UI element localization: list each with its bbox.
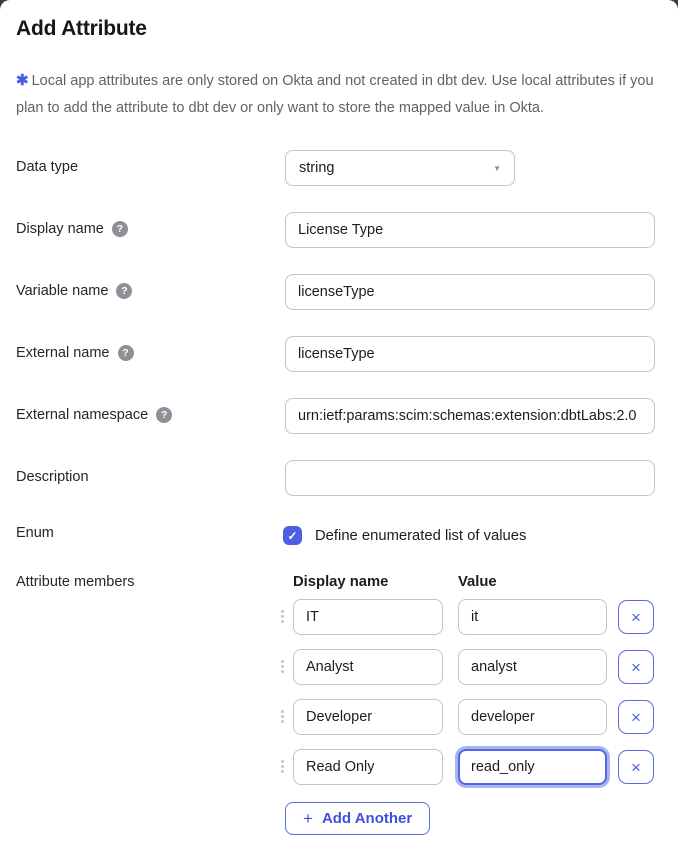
close-icon: ×: [631, 657, 641, 677]
row-external-namespace: [16, 398, 655, 434]
member-value-input[interactable]: [458, 699, 607, 735]
help-icon[interactable]: ?: [118, 345, 134, 361]
member-row: [281, 749, 655, 785]
drag-handle-icon[interactable]: [281, 710, 284, 724]
asterisk-icon: ✱: [16, 72, 29, 89]
description-label: Description: [16, 469, 89, 485]
remove-member-button[interactable]: [618, 600, 654, 634]
display-name-label: Display name ?: [16, 212, 285, 237]
help-icon[interactable]: ?: [112, 221, 128, 237]
data-type-select[interactable]: [285, 150, 515, 186]
close-icon: ×: [631, 607, 641, 627]
help-icon[interactable]: ?: [156, 407, 172, 423]
member-display-name-input[interactable]: [293, 649, 443, 685]
enum-checkbox[interactable]: [283, 526, 302, 545]
member-display-name-input[interactable]: [293, 749, 443, 785]
variable-name-input[interactable]: [285, 274, 655, 310]
row-attribute-members: [16, 573, 655, 835]
display-name-input[interactable]: [285, 212, 655, 248]
row-enum: [16, 524, 655, 545]
row-data-type: [16, 150, 655, 186]
drag-handle-icon[interactable]: [281, 610, 284, 624]
member-value-input[interactable]: [458, 649, 607, 685]
variable-name-label: Variable name ?: [16, 274, 285, 299]
remove-member-button[interactable]: [618, 700, 654, 734]
help-icon[interactable]: ?: [116, 283, 132, 299]
external-namespace-label: External namespace ?: [16, 398, 285, 423]
remove-member-button[interactable]: [618, 750, 654, 784]
close-icon: ×: [631, 707, 641, 727]
enum-checkbox-label: Define enumerated list of values: [315, 527, 527, 544]
row-external-name: [16, 336, 655, 372]
attribute-members-label: Attribute members: [16, 574, 135, 590]
member-display-name-input[interactable]: [293, 699, 443, 735]
member-column-headers: [285, 573, 655, 590]
plus-icon: +: [303, 808, 313, 828]
row-variable-name: [16, 274, 655, 310]
add-another-button[interactable]: [285, 802, 430, 835]
member-value-input-focused[interactable]: [458, 749, 607, 785]
column-header-display-name: Display name: [293, 574, 389, 590]
check-icon: ✓: [287, 528, 298, 543]
remove-member-button[interactable]: [618, 650, 654, 684]
page-title: Add Attribute: [16, 17, 147, 40]
data-type-label: Data type: [16, 159, 79, 175]
add-another-label: Add Another: [321, 810, 413, 827]
chevron-down-icon: ▼: [493, 163, 501, 173]
member-row: [281, 599, 655, 635]
member-row: [281, 699, 655, 735]
external-namespace-input[interactable]: [285, 398, 655, 434]
description-input[interactable]: [285, 460, 655, 496]
row-display-name: [16, 212, 655, 248]
member-display-name-input[interactable]: [293, 599, 443, 635]
local-attribute-note: [16, 67, 661, 122]
close-icon: ×: [631, 757, 641, 777]
external-name-input[interactable]: [285, 336, 655, 372]
row-description: [16, 460, 655, 496]
external-name-label: External name ?: [16, 336, 285, 361]
drag-handle-icon[interactable]: [281, 760, 284, 774]
member-row: [281, 649, 655, 685]
note-text: Local app attributes are only stored on Okta and not created in dbt dev. Use local attributes if you plan to add the attribute to dbt dev or only want to store the mapped value in Okta.: [16, 73, 654, 116]
enum-label: Enum: [16, 525, 54, 541]
drag-handle-icon[interactable]: [281, 660, 284, 674]
member-value-input[interactable]: [458, 599, 607, 635]
data-type-selected-value: string: [299, 160, 335, 176]
column-header-value: Value: [458, 574, 497, 590]
